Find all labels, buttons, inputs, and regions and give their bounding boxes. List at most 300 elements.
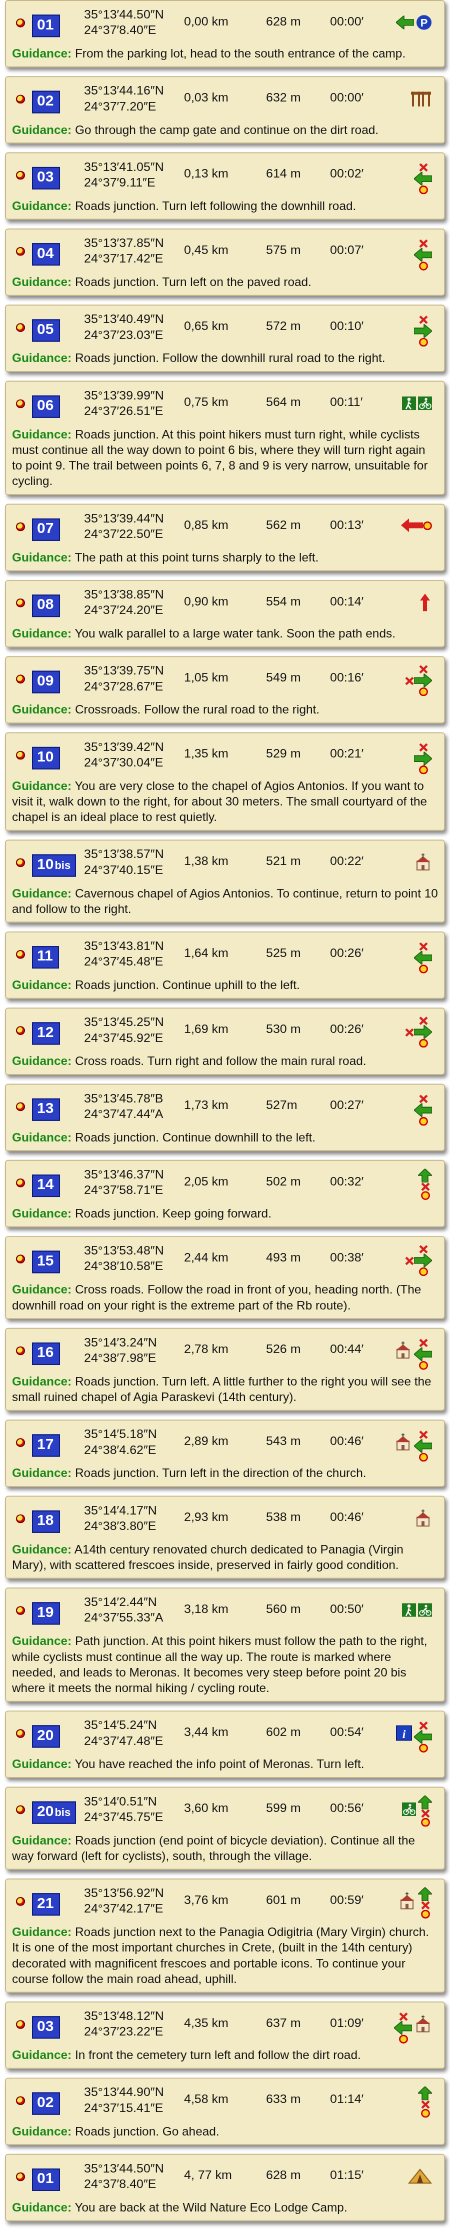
distance: 0,13 km <box>184 166 229 181</box>
altitude: 521 m <box>266 854 301 868</box>
waypoint-header <box>12 5 438 44</box>
waypoint-number: 02 <box>32 2092 60 2114</box>
waypoint-number: 18 <box>32 1510 60 1532</box>
waypoint-header <box>12 386 438 425</box>
elapsed-time: 00:27′ <box>330 1098 364 1113</box>
latitude: 35°13′45.25″N <box>84 1015 164 1030</box>
waypoint-number: 20 <box>32 1725 60 1747</box>
guidance-body: Cavernous chapel of Agios Antonios. To continue, return to point 10 and follow to the right. <box>12 886 438 916</box>
guidance-body: Roads junction next to the Panagia Odigitria (Mary Virgin) church. It is one of the most important churches in Crete, (built in the 14th century) decorated with magnificent frescoes and portable icons. To continue your course follow the main road ahead, uphill. <box>12 1925 430 1986</box>
direction-icons <box>372 1425 432 1464</box>
latitude: 35°13′40.49″N <box>84 312 164 327</box>
waypoint-marker-icon <box>16 323 25 332</box>
guidance-text <box>12 46 438 62</box>
junction-forward-icon <box>418 1796 432 1827</box>
guidance-label: Guidance: <box>12 2124 72 2139</box>
direction-icons <box>372 1089 432 1128</box>
waypoint-header <box>12 585 438 624</box>
waypoint-marker-icon <box>16 522 25 531</box>
latitude: 35°13′44.90″N <box>84 2085 164 2100</box>
waypoint-number: 03 <box>32 2016 60 2038</box>
guidance-label: Guidance: <box>12 886 72 901</box>
latitude: 35°13′46.37″N <box>84 1167 164 1182</box>
longitude: 24°37′58.71″E <box>84 1183 164 1198</box>
waypoint-marker-icon <box>16 1729 25 1738</box>
altitude: 628 m <box>266 14 301 29</box>
waypoint-header <box>12 936 438 975</box>
waypoint-marker-icon <box>16 2020 25 2029</box>
distance: 3,76 km <box>184 1893 229 1907</box>
coordinates <box>84 511 164 542</box>
latitude: 35°14′5.24″N <box>84 1718 157 1733</box>
direction-icons <box>372 936 432 975</box>
waypoint-number: 09 <box>32 671 60 693</box>
waypoint-number: 04 <box>32 243 60 265</box>
junction-left-icon <box>414 1335 432 1370</box>
guidance-label: Guidance: <box>12 351 72 366</box>
longitude: 24°37′55.33″A <box>84 1610 164 1625</box>
guidance-body: Roads junction. Continue downhill to the left. <box>74 1130 316 1145</box>
coordinates <box>84 587 164 618</box>
coordinates <box>84 1091 163 1122</box>
direction-icons <box>372 1333 432 1372</box>
guidance-label: Guidance: <box>12 1374 72 1389</box>
guidance-label: Guidance: <box>12 626 72 641</box>
elapsed-time: 00:59′ <box>330 1893 364 1907</box>
latitude: 35°14′2.44″N <box>84 1595 157 1610</box>
guidance-text <box>12 778 438 825</box>
waypoint-card <box>5 228 445 295</box>
guidance-body: You have reached the info point of Meronas. Turn left. <box>74 1757 365 1772</box>
chapel-icon <box>414 1509 432 1531</box>
guidance-text <box>12 1756 438 1772</box>
altitude: 530 m <box>266 1022 301 1036</box>
cyclist-icon <box>402 1802 416 1821</box>
direction-icons <box>372 157 432 196</box>
waypoint-header <box>12 233 438 272</box>
distance: 3,18 km <box>184 1602 229 1616</box>
waypoint-card <box>5 1236 445 1319</box>
guidance-body: Cross roads. Follow the road in front of you, heading north. (The downhill road on your right is the extreme part of the Rb route). <box>12 1282 422 1313</box>
elapsed-time: 00:32′ <box>330 1174 364 1189</box>
longitude: 24°37′45.92″E <box>84 1031 164 1045</box>
latitude: 35°14′0.51″N <box>84 1794 157 1809</box>
guidance-body: You are very close to the chapel of Agios Antonios. If you want to visit it, walk down to the right, for about 30 meters. The small courtyard of the chapel is an ideal place to rest quietly. <box>12 779 428 825</box>
waypoint-header <box>12 1012 438 1051</box>
waypoint-header <box>12 1425 438 1464</box>
longitude: 24°37′23.22″E <box>84 2024 164 2039</box>
coordinates <box>84 1717 163 1748</box>
waypoint-marker-icon <box>16 171 25 180</box>
altitude: 527m <box>266 1098 298 1113</box>
longitude: 24°37′45.75″E <box>84 1810 164 1824</box>
guidance-text <box>12 1633 438 1695</box>
guidance-text <box>12 702 438 718</box>
longitude: 24°37′7.20″E <box>84 99 157 114</box>
elapsed-time: 00:46′ <box>330 1434 364 1448</box>
direction-icons <box>372 310 432 349</box>
longitude: 24°38′7.98″E <box>84 1351 157 1365</box>
waypoint-header <box>12 2083 438 2122</box>
chapel-icon <box>398 1892 416 1914</box>
latitude: 35°13′37.85″N <box>84 236 164 250</box>
waypoint-marker-icon <box>16 599 25 608</box>
waypoint-header <box>12 1241 438 1280</box>
guidance-body: Path junction. At this point hikers must follow the path to the right, while cyclists must continue all the way up. The route is marked where needed, and leads to Meronas. It becomes very steep before point 20 bis where it meets the normal hiking / cycling route. <box>12 1634 428 1695</box>
waypoint-card <box>5 2154 445 2221</box>
latitude: 35°14′3.24″N <box>84 1335 157 1350</box>
altitude: 614 m <box>266 166 301 181</box>
guidance-label: Guidance: <box>12 779 72 793</box>
guidance-body: Roads junction. Turn left following the downhill road. <box>74 199 357 213</box>
chapel-icon <box>394 1433 412 1455</box>
latitude: 35°13′45.78″B <box>84 1091 164 1106</box>
guidance-label: Guidance: <box>12 1833 72 1848</box>
waypoint-card <box>5 1008 445 1075</box>
guidance-text <box>12 2047 438 2063</box>
guidance-body: Roads junction (end point of bicycle deviation). Continue all the way forward (left for cyclists), south, through the village. <box>12 1833 416 1863</box>
elapsed-time: 00:26′ <box>330 946 364 960</box>
direction-icons <box>372 2006 432 2045</box>
waypoint-card <box>5 0 445 67</box>
distance: 2,44 km <box>184 1250 229 1265</box>
waypoint-header <box>12 1883 438 1922</box>
junction-left-icon <box>414 1717 432 1752</box>
waypoint-card <box>5 1588 445 1702</box>
latitude: 35°13′44.16″N <box>84 83 164 98</box>
guidance-body: Roads junction. Follow the downhill rural road to the right. <box>74 351 386 366</box>
altitude: 602 m <box>266 1725 301 1739</box>
distance: 0,45 km <box>184 243 229 257</box>
latitude: 35°13′44.50″N <box>84 7 164 22</box>
elapsed-time: 00:38′ <box>330 1250 364 1265</box>
latitude: 35°13′39.44″N <box>84 511 164 526</box>
altitude: 502 m <box>266 1174 301 1189</box>
guidance-text <box>12 1542 438 1573</box>
guidance-label: Guidance: <box>12 427 72 442</box>
waypoint-card <box>5 1879 445 1993</box>
waypoint-card <box>5 1420 445 1487</box>
junction-right-icon <box>414 739 432 774</box>
waypoint-card <box>5 931 445 998</box>
waypoint-number: 01 <box>32 15 60 37</box>
waypoint-header <box>12 2159 438 2198</box>
waypoint-header <box>12 157 438 196</box>
latitude: 35°14′4.17″N <box>84 1503 157 1518</box>
direction-icons <box>372 1592 432 1631</box>
coordinates <box>84 1594 163 1625</box>
crossroads-icon <box>405 665 432 696</box>
elapsed-time: 01:09′ <box>330 2016 364 2030</box>
waypoint-marker-icon <box>16 1026 25 1035</box>
elapsed-time: 00:46′ <box>330 1510 364 1525</box>
waypoint-marker-icon <box>16 1346 25 1355</box>
altitude: 632 m <box>266 90 301 105</box>
waypoint-card <box>5 504 445 571</box>
altitude: 575 m <box>266 243 301 257</box>
longitude: 24°38′10.58″E <box>84 1259 164 1274</box>
guidance-body: Crossroads. Follow the rural road to the right. <box>74 702 320 717</box>
altitude: 529 m <box>266 746 301 761</box>
arrow-left-icon <box>396 15 414 34</box>
guidance-label: Guidance: <box>12 46 72 61</box>
guidance-label: Guidance: <box>12 1466 72 1481</box>
latitude: 35°13′48.12″N <box>84 2009 164 2024</box>
waypoint-number: 11 <box>32 946 59 968</box>
waypoint-header <box>12 310 438 349</box>
coordinates <box>84 663 164 694</box>
altitude: 562 m <box>266 518 301 533</box>
junction-left-icon <box>414 159 432 194</box>
junction-left-icon <box>414 1091 432 1126</box>
coordinates <box>84 159 164 190</box>
longitude: 24°37′28.67″E <box>84 679 164 694</box>
waypoint-header <box>12 737 438 776</box>
direction-icons <box>372 1501 432 1540</box>
waypoint-number: 19 <box>32 1602 60 1624</box>
guidance-body: A14th century renovated church dedicated to Panagia (Virgin Mary), with scattered frescoes inside, preserved in fairly good condition. <box>12 1542 404 1572</box>
guidance-text <box>12 122 438 138</box>
crossroads-icon <box>405 1245 432 1276</box>
guidance-body: Roads junction. Go ahead. <box>74 2124 220 2139</box>
coordinates <box>84 1426 157 1457</box>
coordinates <box>84 739 164 770</box>
coordinates <box>84 1014 164 1045</box>
distance: 0,75 km <box>184 395 229 410</box>
coordinates <box>84 938 164 969</box>
waypoint-header <box>12 1333 438 1372</box>
elapsed-time: 00:56′ <box>330 1801 364 1816</box>
elapsed-time: 00:54′ <box>330 1725 364 1739</box>
direction-icons <box>372 1792 432 1831</box>
coordinates <box>84 1794 163 1825</box>
direction-icons <box>372 1165 432 1204</box>
coordinates <box>84 1885 164 1916</box>
altitude: 538 m <box>266 1510 301 1525</box>
junction-left-icon <box>394 2008 412 2043</box>
coordinates <box>84 1243 164 1274</box>
elapsed-time: 00:07′ <box>330 243 364 257</box>
waypoint-card <box>5 656 445 723</box>
junction-right-icon <box>414 311 432 346</box>
altitude: 525 m <box>266 946 301 960</box>
guidance-label: Guidance: <box>12 1282 72 1297</box>
junction-left-icon <box>414 938 432 973</box>
altitude: 549 m <box>266 670 301 685</box>
latitude: 35°13′53.48″N <box>84 1243 164 1258</box>
altitude: 564 m <box>266 395 301 410</box>
coordinates <box>84 7 164 38</box>
distance: 1,35 km <box>184 746 229 761</box>
longitude: 24°37′47.44″A <box>84 1107 164 1121</box>
guidance-text <box>12 1374 438 1405</box>
longitude: 24°37′26.51″E <box>84 404 164 418</box>
elapsed-time: 00:02′ <box>330 166 364 181</box>
waypoint-card <box>5 1711 445 1778</box>
elapsed-time: 01:15′ <box>330 2168 364 2183</box>
longitude: 24°37′8.40″E <box>84 23 157 38</box>
guidance-text <box>12 198 438 214</box>
waypoint-number: 12 <box>32 1022 60 1044</box>
elapsed-time: 00:21′ <box>330 746 364 761</box>
chapel-icon <box>414 853 432 875</box>
direction-icons <box>372 1715 432 1754</box>
tent-icon <box>408 2168 432 2189</box>
waypoint-card <box>5 152 445 219</box>
cyclist-icon <box>418 1603 432 1622</box>
guidance-label: Guidance: <box>12 2200 72 2215</box>
svg-text:P: P <box>420 16 428 29</box>
waypoint-header <box>12 1089 438 1128</box>
distance: 0,00 km <box>184 14 229 29</box>
guidance-body: Go through the camp gate and continue on the dirt road. <box>74 123 379 137</box>
elapsed-time: 00:16′ <box>330 670 364 685</box>
guidance-body: Roads junction. Turn left on the paved road. <box>74 275 312 290</box>
waypoint-card <box>5 76 445 143</box>
distance: 3,44 km <box>184 1725 229 1739</box>
waypoint-header <box>12 1501 438 1540</box>
waypoint-number: 06 <box>32 395 60 417</box>
direction-icons <box>372 1012 432 1051</box>
waypoint-number: 10 <box>32 747 60 769</box>
guidance-text <box>12 1282 438 1313</box>
waypoint-number: 14 <box>32 1175 60 1197</box>
parking-icon <box>416 14 432 35</box>
waypoint-header <box>12 2006 438 2045</box>
distance: 0,90 km <box>184 594 229 609</box>
guidance-text <box>12 1130 438 1146</box>
waypoint-marker-icon <box>16 19 25 28</box>
guidance-body: Roads junction. At this point hikers must turn right, while cyclists must continue all the way down to point 6 bis, where they will turn right again to point 9. The trail between points 6, 7, 8 and 9 is very narrow, unsuitable for cycling. <box>12 427 428 489</box>
distance: 1,05 km <box>184 670 229 685</box>
altitude: 543 m <box>266 1434 301 1448</box>
junction-forward-icon <box>418 1169 432 1200</box>
waypoint-header <box>12 845 438 884</box>
guidance-text <box>12 550 438 566</box>
waypoint-card <box>5 732 445 831</box>
waypoint-marker-icon <box>16 751 25 760</box>
waypoint-marker-icon <box>16 1606 25 1615</box>
waypoint-card <box>5 580 445 647</box>
waypoint-number: 08 <box>32 595 60 617</box>
direction-icons <box>372 5 432 44</box>
distance: 2,05 km <box>184 1174 229 1189</box>
coordinates <box>84 1167 164 1198</box>
guidance-text <box>12 1833 438 1864</box>
coordinates <box>84 388 164 419</box>
elapsed-time: 00:44′ <box>330 1342 364 1357</box>
altitude: 599 m <box>266 1801 301 1816</box>
coordinates <box>84 847 164 878</box>
waypoint-header <box>12 1592 438 1631</box>
elapsed-time: 00:10′ <box>330 319 364 333</box>
waypoint-card <box>5 1160 445 1227</box>
waypoint-card <box>5 1328 445 1411</box>
guidance-text <box>12 427 438 489</box>
waypoint-number: 07 <box>32 518 60 540</box>
waypoint-card <box>5 1496 445 1579</box>
waypoint-marker-icon <box>16 399 25 408</box>
waypoint-card <box>5 840 445 923</box>
guidance-label: Guidance: <box>12 702 72 717</box>
waypoint-marker-icon <box>16 1255 25 1264</box>
chapel-icon <box>394 1341 412 1363</box>
waypoint-number: 02 <box>32 91 60 113</box>
longitude: 24°37′30.04″E <box>84 755 164 770</box>
altitude: 601 m <box>266 1893 301 1907</box>
latitude: 35°13′44.50″N <box>84 2161 164 2176</box>
direction-icons <box>372 233 432 272</box>
waypoint-marker-icon <box>16 2096 25 2105</box>
distance: 1,38 km <box>184 854 229 868</box>
waypoint-header <box>12 509 438 548</box>
latitude: 35°13′56.92″N <box>84 1886 164 1900</box>
distance: 1,64 km <box>184 946 229 960</box>
elapsed-time: 00:22′ <box>330 854 364 868</box>
waypoint-header <box>12 1792 438 1831</box>
elapsed-time: 01:14′ <box>330 2092 364 2107</box>
waypoint-header <box>12 1165 438 1204</box>
direction-icons <box>372 1241 432 1280</box>
guidance-label: Guidance: <box>12 1054 72 1069</box>
direction-icons <box>372 585 432 624</box>
guidance-label: Guidance: <box>12 199 72 213</box>
distance: 4, 77 km <box>184 2168 232 2183</box>
svg-text:i: i <box>402 1726 406 1741</box>
waypoint-marker-icon <box>16 247 25 256</box>
longitude: 24°37′22.50″E <box>84 527 164 541</box>
latitude: 35°13′38.85″N <box>84 587 164 602</box>
guidance-label: Guidance: <box>12 1757 72 1772</box>
coordinates <box>84 311 164 342</box>
waypoint-number: 13 <box>32 1098 60 1120</box>
guidance-body: In front the cemetery turn left and follow the dirt road. <box>74 2048 361 2063</box>
distance: 2,93 km <box>184 1510 229 1525</box>
elapsed-time: 00:26′ <box>330 1022 364 1036</box>
waypoint-card <box>5 305 445 372</box>
coordinates <box>84 83 164 114</box>
waypoint-marker-icon <box>16 2172 25 2181</box>
guidance-label: Guidance: <box>12 550 72 565</box>
direction-icons <box>372 2083 432 2122</box>
guidance-label: Guidance: <box>12 2048 72 2063</box>
guidance-text <box>12 886 438 917</box>
sharp-left-icon <box>401 518 432 539</box>
longitude: 24°37′15.41″E <box>84 2101 164 2115</box>
coordinates <box>84 235 164 266</box>
guidance-label: Guidance: <box>12 1634 72 1649</box>
guidance-text <box>12 274 438 290</box>
coordinates <box>84 1503 157 1534</box>
latitude: 35°13′41.05″N <box>84 160 164 174</box>
guidance-body: Cross roads. Turn right and follow the main rural road. <box>74 1054 367 1069</box>
cyclist-icon <box>418 396 432 415</box>
hiker-icon <box>402 1603 416 1622</box>
distance: 2,78 km <box>184 1342 229 1357</box>
direction-icons <box>372 81 432 120</box>
latitude: 35°13′39.42″N <box>84 740 164 754</box>
longitude: 24°37′47.48″E <box>84 1734 164 1748</box>
waypoint-number: 20bis <box>32 1801 76 1823</box>
altitude: 560 m <box>266 1602 301 1616</box>
guidance-label: Guidance: <box>12 1130 72 1145</box>
direction-icons <box>372 509 432 548</box>
guidance-text <box>12 1924 438 1986</box>
junction-forward-icon <box>418 1887 432 1918</box>
altitude: 493 m <box>266 1250 301 1265</box>
arrow-up-icon <box>418 593 432 615</box>
waypoint-marker-icon <box>16 1178 25 1187</box>
